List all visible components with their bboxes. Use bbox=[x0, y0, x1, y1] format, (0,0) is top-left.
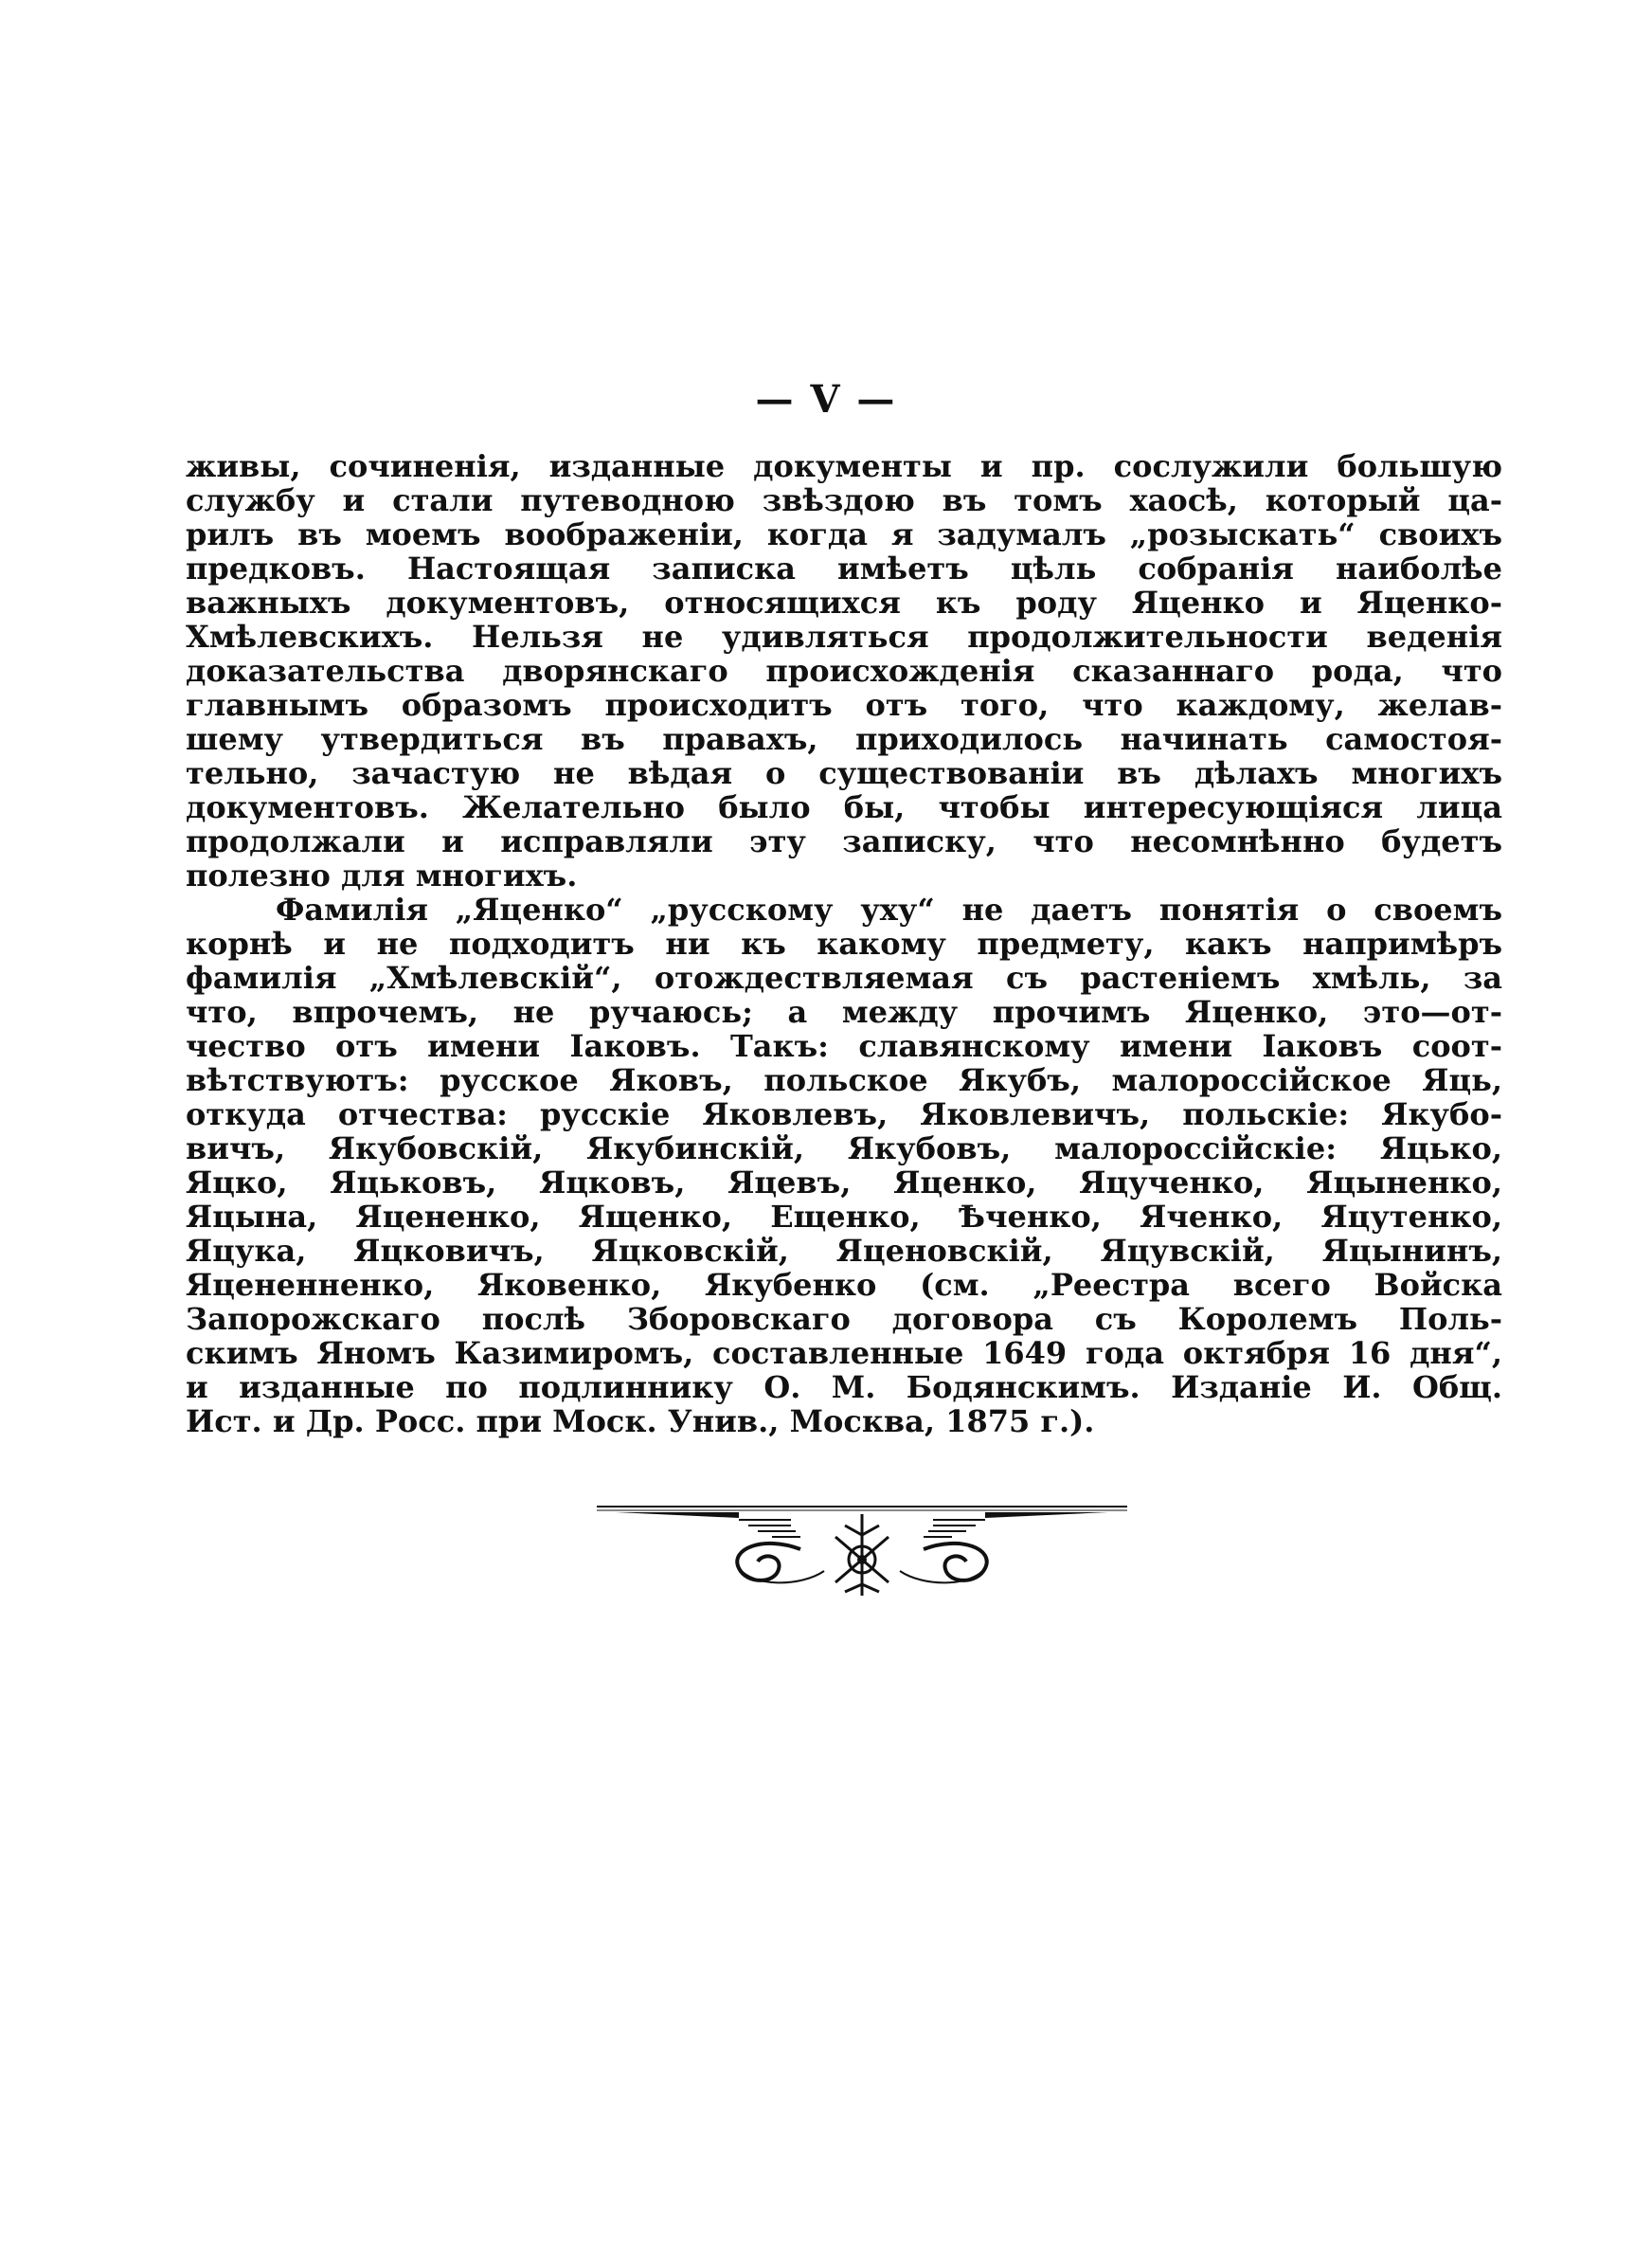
paragraph bbox=[186, 449, 1502, 893]
text-line: Яцко, Яцьковъ, Яцковъ, Яцевъ, Яценко, Яцученко, Яцыненко, bbox=[186, 1165, 1502, 1201]
text-line: Яцына, Яцененко, Ященко, Ещенко, Ѣченко, Яченко, Яцутенко, bbox=[186, 1199, 1502, 1235]
text-line: фамилія „Хмѣлевскій“, отождествляемая съ растеніемъ хмѣль, за bbox=[186, 960, 1502, 996]
paragraph bbox=[186, 893, 1502, 1438]
text-line: Запорожскаго послѣ Зборовскаго договора съ Королемъ Поль- bbox=[186, 1301, 1502, 1337]
text-line: доказательства дворянскаго происхожденія сказаннаго рода, что bbox=[186, 653, 1502, 689]
text-line: и изданные по подлиннику О. М. Бодянскимъ. Изданіе И. Общ. bbox=[186, 1369, 1502, 1405]
page-number: — V — bbox=[755, 377, 897, 422]
text-line: полезно для многихъ. bbox=[186, 858, 578, 894]
text-line: Фамилія „Яценко“ „русскому уху“ не даетъ понятія о своемъ bbox=[276, 892, 1502, 928]
text-line: откуда отчества: русскіе Яковлевъ, Яковлевичъ, польскіе: Якубо- bbox=[186, 1096, 1502, 1132]
text-line: документовъ. Желательно было бы, чтобы интересующіяся лица bbox=[186, 789, 1502, 825]
text-line: рилъ въ моемъ воображеніи, когда я задумалъ „розыскать“ своихъ bbox=[186, 516, 1502, 552]
text-line: скимъ Яномъ Казимиромъ, составленные 1649 года октября 16 дня“, bbox=[186, 1335, 1502, 1371]
text-line: Ист. и Др. Росс. при Моск. Унив., Москва, 1875 г.). bbox=[186, 1403, 1095, 1439]
ornament-divider bbox=[597, 1497, 1127, 1601]
text-line: вичъ, Якубовскій, Якубинскій, Якубовъ, малороссійскіе: Яцько, bbox=[186, 1130, 1502, 1166]
text-line: Хмѣлевскихъ. Нельзя не удивляться продолжительности веденія bbox=[186, 619, 1502, 655]
text-line: Яцука, Яцковичъ, Яцковскій, Яценовскій, Яцувскій, Яцынинъ, bbox=[186, 1233, 1502, 1269]
text-line: Яцененненко, Яковенко, Якубенко (см. „Реестра всего Войска bbox=[186, 1267, 1502, 1303]
text-line: корнѣ и не подходитъ ни къ какому предмету, какъ напримѣръ bbox=[186, 926, 1502, 962]
text-line: важныхъ документовъ, относящихся къ роду Яценко и Яценко- bbox=[186, 585, 1502, 621]
body-text bbox=[186, 449, 1502, 1438]
text-line: предковъ. Настоящая записка имѣетъ цѣль собранія наиболѣе bbox=[186, 551, 1502, 587]
text-line: чество отъ имени Іаковъ. Такъ: славянскому имени Іаковъ соот- bbox=[186, 1028, 1502, 1064]
text-line: главнымъ образомъ происходитъ отъ того, что каждому, желав- bbox=[186, 687, 1502, 723]
text-line: вѣтствуютъ: русское Яковъ, польское Якубъ, малороссійское Яць, bbox=[186, 1062, 1502, 1098]
text-line: продолжали и исправляли эту записку, что несомнѣнно будетъ bbox=[186, 823, 1502, 859]
text-line: шему утвердиться въ правахъ, приходилось начинать самостоя- bbox=[186, 721, 1502, 757]
text-line: живы, сочиненія, изданные документы и пр. сослужили большую bbox=[186, 448, 1502, 484]
text-line: тельно, зачастую не вѣдая о существованіи въ дѣлахъ многихъ bbox=[186, 755, 1502, 791]
text-line: что, впрочемъ, не ручаюсь; а между прочимъ Яценко, это—от- bbox=[186, 994, 1502, 1030]
text-line: службу и стали путеводною звѣздою въ томъ хаосѣ, который ца- bbox=[186, 482, 1502, 518]
